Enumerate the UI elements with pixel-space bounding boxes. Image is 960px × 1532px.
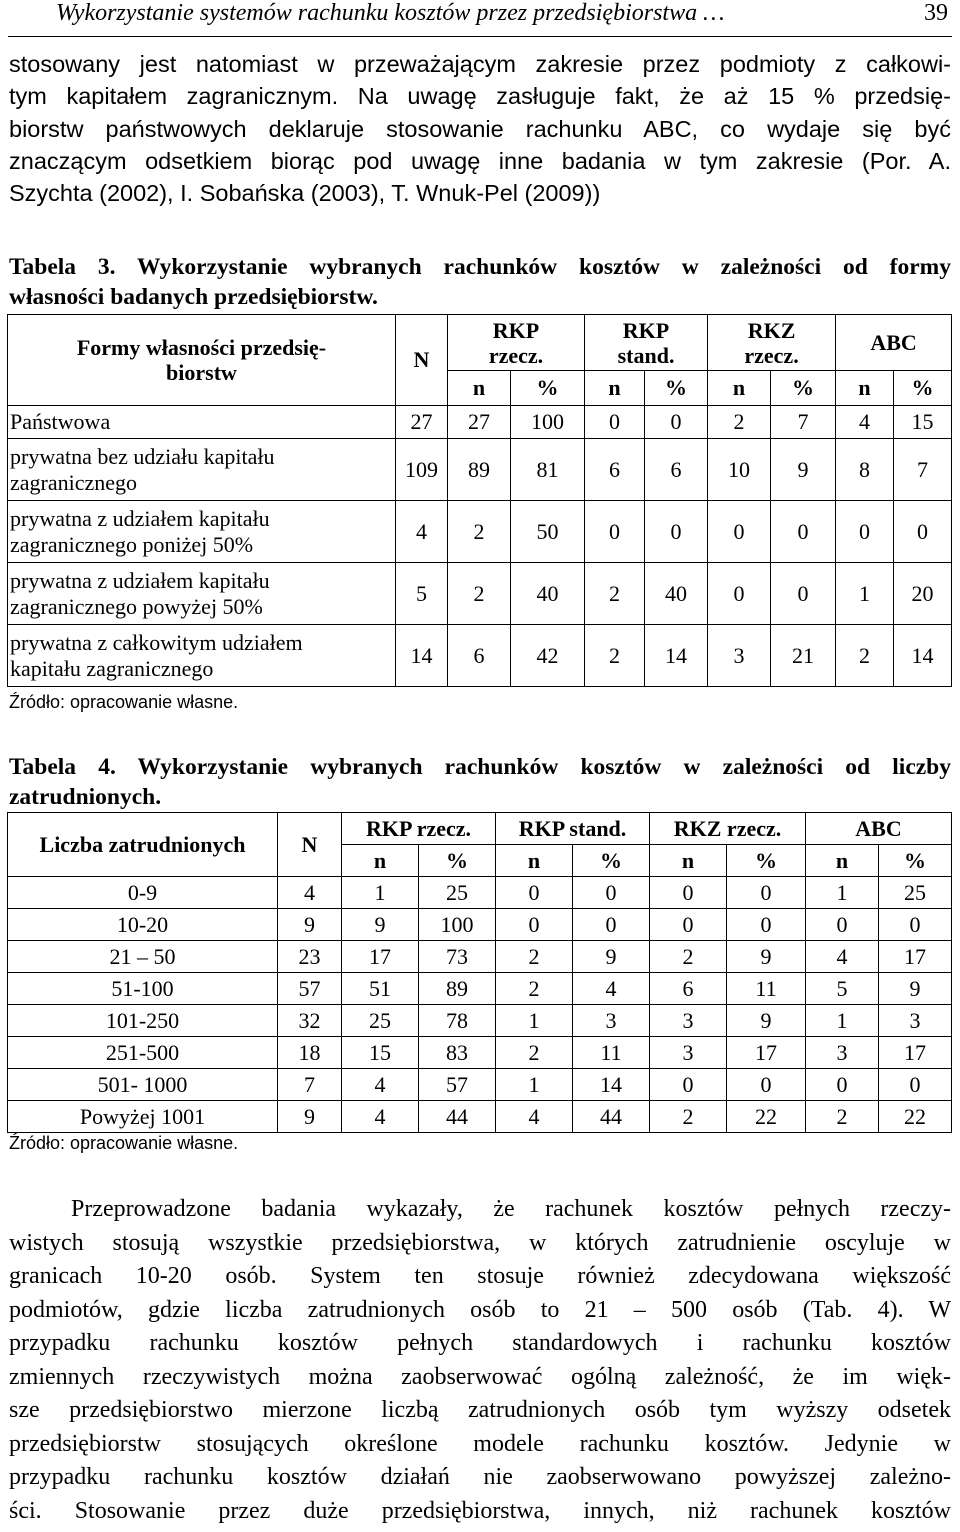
table-row [8,406,952,439]
table-cell: 0 [727,877,806,909]
table-cell: 89 [419,973,496,1005]
table-cell: 89 [448,439,511,501]
table-cell: 3 [879,1005,952,1037]
table-cell: 0 [771,563,836,625]
table-cell: 15 [342,1037,419,1069]
table-cell: 57 [419,1069,496,1101]
cell-n: 18 [278,1037,342,1069]
table-cell: 44 [573,1101,650,1133]
header-text: rzecz. [744,342,799,368]
table-cell: 20 [894,563,952,625]
table-cell: 1 [836,563,894,625]
table-cell: 40 [511,563,585,625]
table-cell: 0 [879,1069,952,1101]
row-label [8,501,396,563]
text-line: przypadku rachunku kosztów pełnych standardowych i rachunku kosztów [9,1330,951,1356]
subheader-cell: % [645,371,708,406]
table-row [8,909,952,941]
table-cell: 3 [708,625,771,687]
table-cell: 2 [448,501,511,563]
table-cell: 40 [645,563,708,625]
table-cell: 73 [419,941,496,973]
table3 [7,314,952,687]
row-label: 0-9 [8,877,278,909]
table-cell: 0 [573,909,650,941]
cell-n: 7 [278,1069,342,1101]
table-cell: 14 [645,625,708,687]
table-cell: 1 [806,877,879,909]
table4-header-rkz-rzecz: RKZ rzecz. [650,813,806,845]
header-text: rzecz. [488,342,544,368]
header-text: RKP [622,317,670,343]
table-cell: 3 [650,1005,727,1037]
table3-source: Źródło: opracowanie własne. [9,692,239,712]
row-label [8,625,396,687]
cell-n: 9 [278,909,342,941]
table-cell: 7 [771,406,836,439]
subheader-cell: % [573,845,650,877]
subheader-cell: n [585,371,645,406]
table-cell: 0 [708,563,771,625]
running-header-title: Wykorzystanie systemów rachunku kosztów przez przedsiębiorstwa … [56,0,725,26]
table-cell: 81 [511,439,585,501]
subheader-cell: n [650,845,727,877]
table-cell: 4 [836,406,894,439]
table-cell: 0 [806,1069,879,1101]
table-row [8,439,952,501]
table-cell: 9 [771,439,836,501]
table-cell: 100 [511,406,585,439]
table-cell: 3 [573,1005,650,1037]
caption-line: własności badanych przedsiębiorstw. [9,284,378,310]
subheader-cell: n [448,371,511,406]
table-cell: 4 [342,1069,419,1101]
row-label: Powyżej 1001 [8,1101,278,1133]
table-cell: 0 [650,909,727,941]
table-cell: 51 [342,973,419,1005]
cell-n: 9 [278,1101,342,1133]
row-label: 51-100 [8,973,278,1005]
table-cell: 2 [585,563,645,625]
subheader-cell: % [771,371,836,406]
table-cell: 0 [645,501,708,563]
table-cell: 17 [879,941,952,973]
table-cell: 0 [650,1069,727,1101]
text-line: przypadku rachunku kosztów działań nie zaobserwowano powyższej zależno- [9,1464,951,1490]
table3-header-rkp-stand [585,315,708,371]
table4-header-employees: Liczba zatrudnionych [8,813,278,877]
cell-n: 4 [396,501,448,563]
table-row [8,1069,952,1101]
table-cell: 1 [496,1069,573,1101]
row-label-line: Państwowa [10,409,111,434]
cell-n: 32 [278,1005,342,1037]
cell-n: 109 [396,439,448,501]
header-text: biorstw [166,360,237,385]
subheader-cell: % [894,371,952,406]
table-cell: 2 [650,941,727,973]
subheader-cell: % [511,371,585,406]
cell-n: 5 [396,563,448,625]
table4-header-rkp-rzecz: RKP rzecz. [342,813,496,845]
table-cell: 0 [879,909,952,941]
cell-n: 27 [396,406,448,439]
row-label-line: zagranicznego poniżej 50% [10,531,254,557]
table-cell: 0 [771,501,836,563]
table-cell: 2 [585,625,645,687]
table-cell: 0 [645,406,708,439]
table4-source: Źródło: opracowanie własne. [9,1133,239,1153]
row-label: 251-500 [8,1037,278,1069]
table-cell: 2 [836,625,894,687]
row-label-line: prywatna z udziałem kapitału [10,505,270,531]
row-label [8,406,396,439]
table-cell: 0 [836,501,894,563]
text-line: zmiennych rzeczywistych można zaobserwować ogólną zależność, że im więk- [9,1363,951,1390]
table-cell: 1 [496,1005,573,1037]
table-cell: 14 [894,625,952,687]
subheader-cell: % [879,845,952,877]
cell-n: 14 [396,625,448,687]
subheader-cell: n [708,371,771,406]
table-cell: 17 [879,1037,952,1069]
table-cell: 22 [879,1101,952,1133]
table3-header-ownership [8,315,396,406]
table-cell: 11 [727,973,806,1005]
table-cell: 9 [573,941,650,973]
table-row [8,1005,952,1037]
table-cell: 27 [448,406,511,439]
table-row [8,563,952,625]
text-line: znaczącym odsetkiem biorąc pod uwagę inne badania w tym zakresie (Por. A. [9,147,951,174]
text-line: Przeprowadzone badania wykazały, że rachunek kosztów pełnych rzeczy- [71,1196,951,1222]
header-text: RKZ [747,317,796,343]
table-cell: 8 [836,439,894,501]
text-line: Szychta (2002), I. Sobańska (2003), T. Wnuk-Pel (2009)) [9,180,601,207]
table-cell: 0 [727,909,806,941]
table-cell: 3 [650,1037,727,1069]
table-cell: 6 [650,973,727,1005]
table-cell: 2 [496,973,573,1005]
table3-header-n: N [396,315,448,406]
caption-line: Tabela 3. Wykorzystanie wybranych rachunków kosztów w zależności od formy [9,254,951,280]
row-label: 501- 1000 [8,1069,278,1101]
row-label [8,563,396,625]
table-cell: 50 [511,501,585,563]
table-cell: 15 [894,406,952,439]
table-cell: 7 [894,439,952,501]
table-cell: 14 [573,1069,650,1101]
table-cell: 0 [496,877,573,909]
table-cell: 25 [879,877,952,909]
table4 [7,812,952,1133]
cell-n: 23 [278,941,342,973]
table-cell: 11 [573,1037,650,1069]
row-label-line: prywatna z całkowitym udziałem [10,629,303,655]
table-cell: 0 [806,909,879,941]
page-number: 39 [924,0,948,26]
table-cell: 1 [806,1005,879,1037]
table-cell: 2 [496,941,573,973]
caption-line: Tabela 4. Wykorzystanie wybranych rachunków kosztów w zależności od liczby [9,754,951,780]
text-line: wistych stosują wszystkie przedsiębiorstwa, w których zatrudnienie oscyluje w [9,1229,951,1256]
table-cell: 2 [496,1037,573,1069]
table-row [8,1101,952,1133]
table-cell: 0 [650,877,727,909]
row-label-line: prywatna z udziałem kapitału [10,567,270,593]
cell-n: 57 [278,973,342,1005]
intro-paragraph [9,48,951,209]
header-text: stand. [617,342,675,368]
table-cell: 9 [342,909,419,941]
header-text: Formy własności przedsię- [76,335,327,360]
table-cell: 5 [806,973,879,1005]
cell-n: 4 [278,877,342,909]
table-cell: 9 [727,1005,806,1037]
table-cell: 4 [342,1101,419,1133]
row-label [8,439,396,501]
subheader-cell: n [836,371,894,406]
table-cell: 2 [806,1101,879,1133]
row-label-line: kapitału zagranicznego [10,655,214,681]
table-cell: 6 [645,439,708,501]
table-cell: 6 [448,625,511,687]
table-cell: 25 [342,1005,419,1037]
table-cell: 2 [708,406,771,439]
row-label: 21 – 50 [8,941,278,973]
text-line: granicach 10-20 osób. System ten stosuje również zdecydowana większość [9,1263,951,1289]
table-cell: 1 [342,877,419,909]
table4-header-rkp-stand: RKP stand. [496,813,650,845]
text-line: podmiotów, gdzie liczba zatrudnionych osób to 21 – 500 osób (Tab. 4). W [9,1296,951,1323]
subheader-cell: n [342,845,419,877]
table4-header-abc: ABC [806,813,952,845]
table-cell: 0 [573,877,650,909]
table-cell: 21 [771,625,836,687]
table-row [8,877,952,909]
text-line: biorstw państwowych deklaruje stosowanie rachunku ABC, co wydaje się być [9,115,951,142]
table-cell: 100 [419,909,496,941]
table-cell: 0 [496,909,573,941]
caption-line: zatrudnionych. [9,784,162,810]
table-cell: 0 [585,406,645,439]
row-label-line: zagranicznego powyżej 50% [10,593,263,619]
table-cell: 9 [727,941,806,973]
row-label-line: zagranicznego [10,469,138,495]
table-cell: 17 [727,1037,806,1069]
table-cell: 10 [708,439,771,501]
text-line: tym kapitałem zagranicznym. Na uwagę zasługuje fakt, że aż 15 % przedsię- [9,83,951,110]
table-cell: 25 [419,877,496,909]
table-cell: 0 [708,501,771,563]
table-cell: 17 [342,941,419,973]
table3-header-rkp-rzecz [448,315,585,371]
closing-paragraph [9,1193,951,1528]
table-row [8,1037,952,1069]
header-text: RKP [492,317,540,343]
table3-header-rkz-rzecz [708,315,836,371]
table4-caption [9,752,951,812]
text-line: ści. Stosowanie przez duże przedsiębiorstwa, innych, niż rachunek kosztów [9,1497,951,1524]
table-cell: 0 [894,501,952,563]
table-cell: 3 [806,1037,879,1069]
table-cell: 9 [879,973,952,1005]
table-row [8,973,952,1005]
table-cell: 42 [511,625,585,687]
table-cell: 2 [650,1101,727,1133]
table-cell: 0 [727,1069,806,1101]
row-label: 10-20 [8,909,278,941]
row-label-line: prywatna bez udziału kapitału [10,443,275,469]
subheader-cell: n [496,845,573,877]
table-cell: 78 [419,1005,496,1037]
text-line: stosowany jest natomiast w przeważającym zakresie przez podmioty z całkowi- [9,51,951,77]
subheader-cell: % [419,845,496,877]
table3-caption [9,252,951,312]
running-header [8,0,952,37]
table-cell: 22 [727,1101,806,1133]
table-cell: 83 [419,1037,496,1069]
subheader-cell: n [806,845,879,877]
table3-header-abc: ABC [836,315,952,371]
table-cell: 4 [496,1101,573,1133]
table-cell: 4 [573,973,650,1005]
table4-header-n: N [278,813,342,877]
table-row [8,941,952,973]
table-cell: 4 [806,941,879,973]
table-cell: 6 [585,439,645,501]
row-label: 101-250 [8,1005,278,1037]
table-cell: 2 [448,563,511,625]
table-cell: 44 [419,1101,496,1133]
table-row [8,625,952,687]
table-cell: 0 [585,501,645,563]
subheader-cell: % [727,845,806,877]
table-row [8,501,952,563]
text-line: przedsiębiorstw stosujących określone modele rachunku kosztów. Jedynie w [9,1430,951,1457]
text-line: sze przedsiębiorstwo mierzone liczbą zatrudnionych osób tym wyższy odsetek [9,1397,951,1423]
